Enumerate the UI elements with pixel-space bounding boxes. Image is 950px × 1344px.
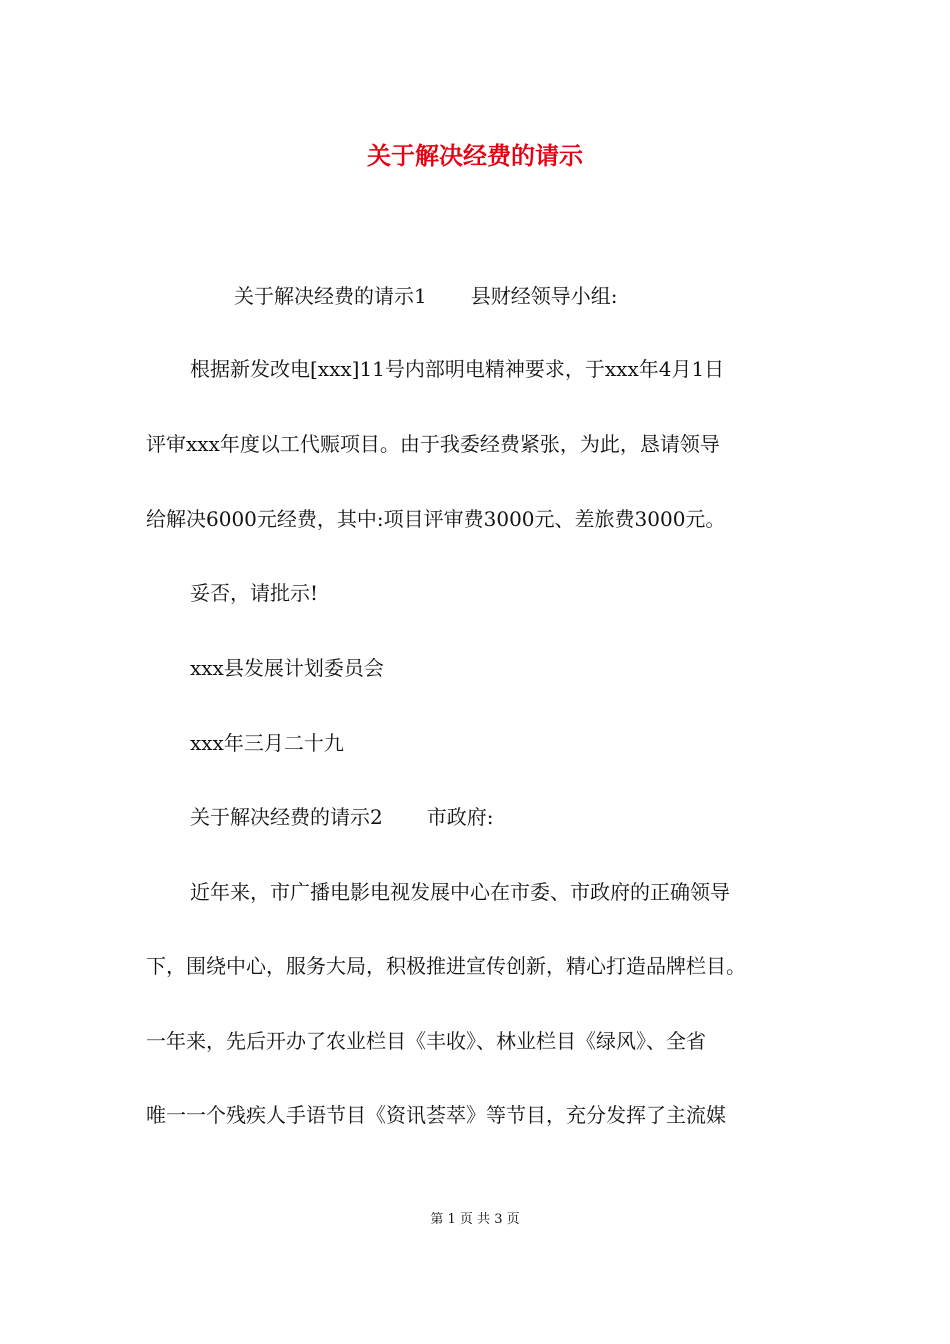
document-title: 关于解决经费的请示 bbox=[367, 141, 583, 170]
section-heading: 关于解决经费的请示1 bbox=[234, 284, 427, 308]
signature-date: xxx年三月二十九 bbox=[190, 731, 344, 755]
page-number: 第 1 页 共 3 页 bbox=[430, 1212, 520, 1227]
paragraph-line: 根据新发改电[xxx]11号内部明电精神要求，于xxx年4月1日 bbox=[190, 357, 725, 381]
addressee: 县财经领导小组: bbox=[470, 284, 618, 308]
paragraph-line: 一年来，先后开办了农业栏目《丰收》、林业栏目《绿风》、全省 bbox=[146, 1029, 706, 1053]
paragraph-line: 给解决6000元经费，其中:项目评审费3000元、差旅费3000元。 bbox=[146, 507, 726, 531]
paragraph-line: 妥否，请批示! bbox=[190, 581, 319, 605]
signature-org: xxx县发展计划委员会 bbox=[190, 656, 384, 680]
section-heading: 关于解决经费的请示2 bbox=[190, 805, 383, 829]
paragraph-line bbox=[234, 282, 914, 310]
paragraph-line: 评审xxx年度以工代赈项目。由于我委经费紧张，为此，恳请领导 bbox=[146, 432, 720, 456]
paragraph-line: 唯一一个残疾人手语节目《资讯荟萃》等节目，充分发挥了主流媒 bbox=[146, 1103, 726, 1127]
paragraph-line: 近年来，市广播电影电视发展中心在市委、市政府的正确领导 bbox=[190, 880, 730, 904]
paragraph-line bbox=[190, 803, 870, 831]
addressee: 市政府: bbox=[426, 805, 494, 829]
paragraph-line: 下，围绕中心，服务大局，积极推进宣传创新，精心打造品牌栏目。 bbox=[146, 954, 746, 978]
